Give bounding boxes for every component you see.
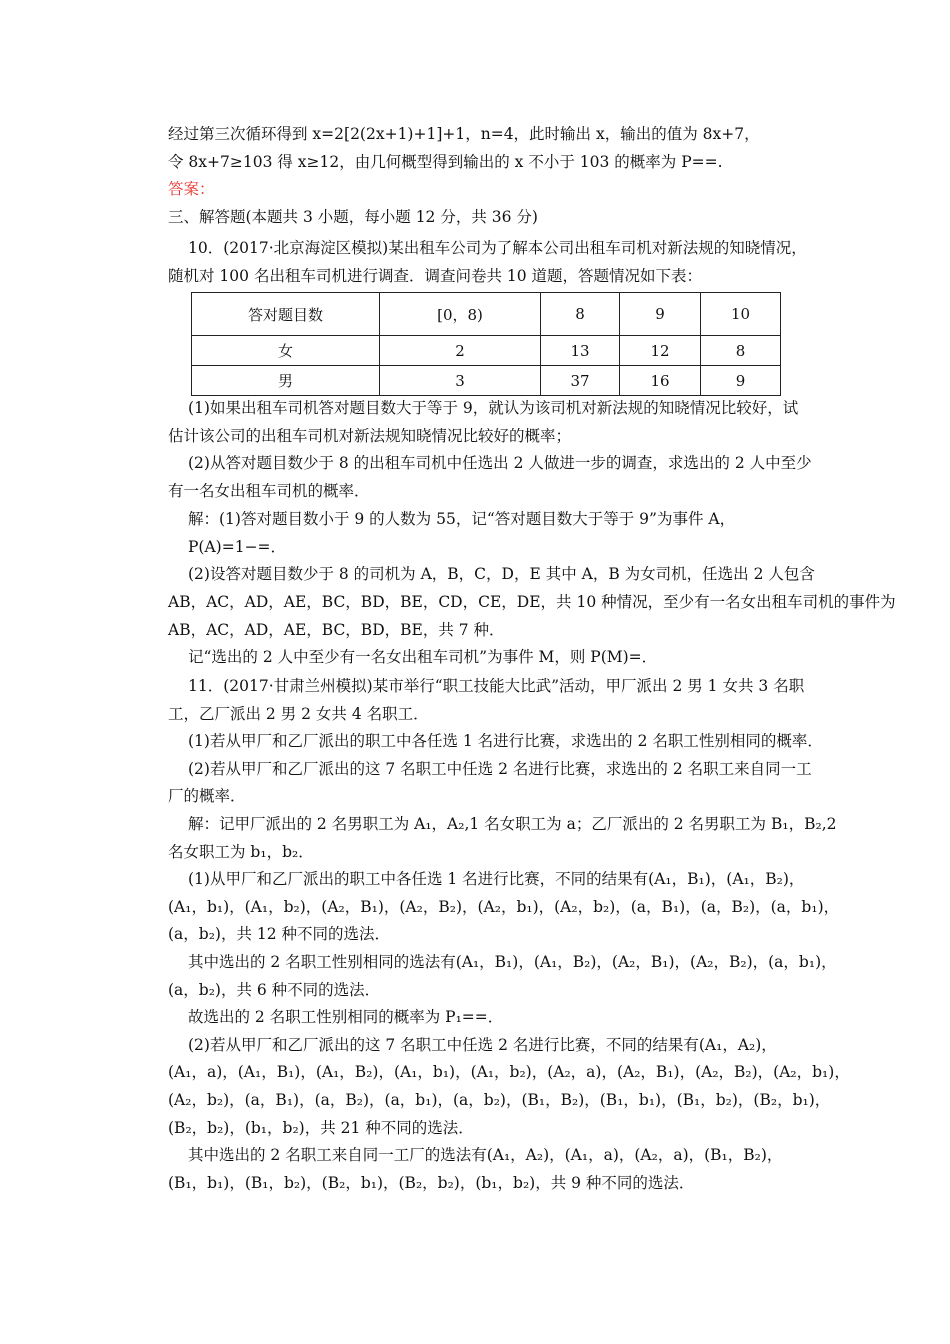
text-line: 名女职工为 b₁，b₂． bbox=[168, 842, 314, 861]
solution-line: 经过第三次循环得到 x=2[2(2x+1)+1]+1，n=4，此时输出 x，输出的值为 8x+7， bbox=[168, 125, 760, 143]
text-line: 工，乙厂派出 2 男 2 女共 4 名职工． bbox=[168, 704, 429, 723]
table-cell: 3 bbox=[380, 366, 541, 396]
table-row bbox=[192, 336, 781, 366]
text-line: (1)如果出租车司机答对题目数大于等于 9，就认为该司机对新法规的知晓情况比较好，试 bbox=[188, 399, 799, 417]
text-line: (B₂，b₂)，(b₁，b₂)，共 21 种不同的选法． bbox=[168, 1118, 474, 1137]
text-line: (B₁，b₁)，(B₁，b₂)，(B₂，b₁)，(B₂，b₂)，(b₁，b₂)，共 9 种不同的选法． bbox=[168, 1173, 695, 1192]
text-line: 有一名女出租车司机的概率． bbox=[168, 482, 370, 501]
table-header-row bbox=[192, 293, 781, 336]
table-cell: 男 bbox=[192, 366, 380, 396]
text-line: AB，AC，AD，AE，BC，BD，BE，共 7 种． bbox=[168, 620, 505, 639]
table-header-cell: 8 bbox=[541, 293, 620, 336]
text-line: (a，b₂)，共 6 种不同的选法． bbox=[168, 980, 381, 999]
solution-line: 令 8x+7≥103 得 x≥12，由几何概型得到输出的 x 不小于 103 的概率为 P==. bbox=[168, 153, 723, 171]
table-cell: 8 bbox=[701, 336, 781, 366]
table-cell: 女 bbox=[192, 336, 380, 366]
text-line: 估计该公司的出租车司机对新法规知晓情况比较好的概率； bbox=[168, 426, 572, 445]
text-line: (1)若从甲厂和乙厂派出的职工中各任选 1 名进行比赛，求选出的 2 名职工性别相同的概率． bbox=[188, 732, 823, 751]
answer-label: 答案： bbox=[168, 180, 215, 198]
text-line: 记“选出的 2 人中至少有一名女出租车司机”为事件 M，则 P(M)=． bbox=[188, 648, 658, 667]
text-line: 厂的概率． bbox=[168, 787, 246, 806]
text-line: (a，b₂)，共 12 种不同的选法． bbox=[168, 925, 391, 944]
text-line: (2)若从甲厂和乙厂派出的这 7 名职工中任选 2 名进行比赛，不同的结果有(A₁，A₂)， bbox=[188, 1035, 777, 1054]
table-header-cell: [0，8) bbox=[380, 293, 541, 336]
section-title: 三、解答题(本题共 3 小题，每小题 12 分，共 36 分) bbox=[168, 208, 538, 226]
text-line: AB，AC，AD，AE，BC，BD，BE，CD，CE，DE，共 10 种情况，至少有一名女出租车司机的事件为 bbox=[168, 592, 896, 611]
text-line: P(A)=1−=． bbox=[188, 537, 287, 556]
question-line: 随机对 100 名出租车司机进行调查．调查问卷共 10 道题，答题情况如下表： bbox=[168, 267, 703, 285]
table-header-cell: 9 bbox=[620, 293, 701, 336]
text-line: (A₁，b₁)，(A₁，b₂)，(A₂，B₁)，(A₂，B₂)，(A₂，b₁)，(A₂，b₂)，(a，B₁)，(a，B₂)，(a，b₁)， bbox=[168, 897, 840, 916]
text-line: (2)设答对题目数少于 8 的司机为 A，B，C，D，E 其中 A，B 为女司机，任选出 2 人包含 bbox=[188, 565, 815, 584]
table-cell: 12 bbox=[620, 336, 701, 366]
table-row bbox=[192, 366, 781, 396]
text-line: 解：记甲厂派出的 2 名男职工为 A₁，A₂,1 名女职工为 a；乙厂派出的 2 名男职工为 B₁，B₂,2 bbox=[188, 815, 837, 833]
table-cell: 9 bbox=[701, 366, 781, 396]
text-line: (1)从甲厂和乙厂派出的职工中各任选 1 名进行比赛，不同的结果有(A₁，B₁)，(A₁，B₂)， bbox=[188, 870, 805, 889]
text-line: 其中选出的 2 名职工性别相同的选法有(A₁，B₁)，(A₁，B₂)，(A₂，B₁)，(A₂，B₂)，(a，b₁)， bbox=[188, 953, 837, 971]
text-line: (A₁，a)，(A₁，B₁)，(A₁，B₂)，(A₁，b₁)，(A₁，b₂)，(A₂，a)，(A₂，B₁)，(A₂，B₂)，(A₂，b₁)， bbox=[168, 1063, 850, 1082]
table-header-cell: 答对题目数 bbox=[192, 293, 380, 336]
question-line: 10．(2017·北京海淀区模拟)某出租车公司为了解本公司出租车司机对新法规的知晓情况， bbox=[188, 239, 807, 257]
table-cell: 13 bbox=[541, 336, 620, 366]
table-header-cell: 10 bbox=[701, 293, 781, 336]
text-line: 解：(1)答对题目数小于 9 的人数为 55，记“答对题目数大于等于 9”为事件 A， bbox=[188, 509, 736, 528]
text-line: (A₂，b₂)，(a，B₁)，(a，B₂)，(a，b₁)，(a，b₂)，(B₁，B₂)，(B₁，b₁)，(B₁，b₂)，(B₂，b₁)， bbox=[168, 1091, 831, 1109]
text-line: 故选出的 2 名职工性别相同的概率为 P₁==． bbox=[188, 1008, 504, 1027]
text-line: 11．(2017·甘肃兰州模拟)某市举行“职工技能大比武”活动，甲厂派出 2 男 1 女共 3 名职 bbox=[188, 677, 805, 695]
table-cell: 37 bbox=[541, 366, 620, 396]
table-cell: 16 bbox=[620, 366, 701, 396]
text-line: (2)若从甲厂和乙厂派出的这 7 名职工中任选 2 名进行比赛，求选出的 2 名职工来自同一工 bbox=[188, 759, 812, 778]
text-line: 其中选出的 2 名职工来自同一工厂的选法有(A₁，A₂)，(A₁，a)，(A₂，a)，(B₁，B₂)， bbox=[188, 1146, 783, 1165]
text-line: (2)从答对题目数少于 8 的出租车司机中任选出 2 人做进一步的调查，求选出的 2 人中至少 bbox=[188, 454, 812, 473]
table-cell: 2 bbox=[380, 336, 541, 366]
answer-stats-table bbox=[191, 292, 781, 396]
